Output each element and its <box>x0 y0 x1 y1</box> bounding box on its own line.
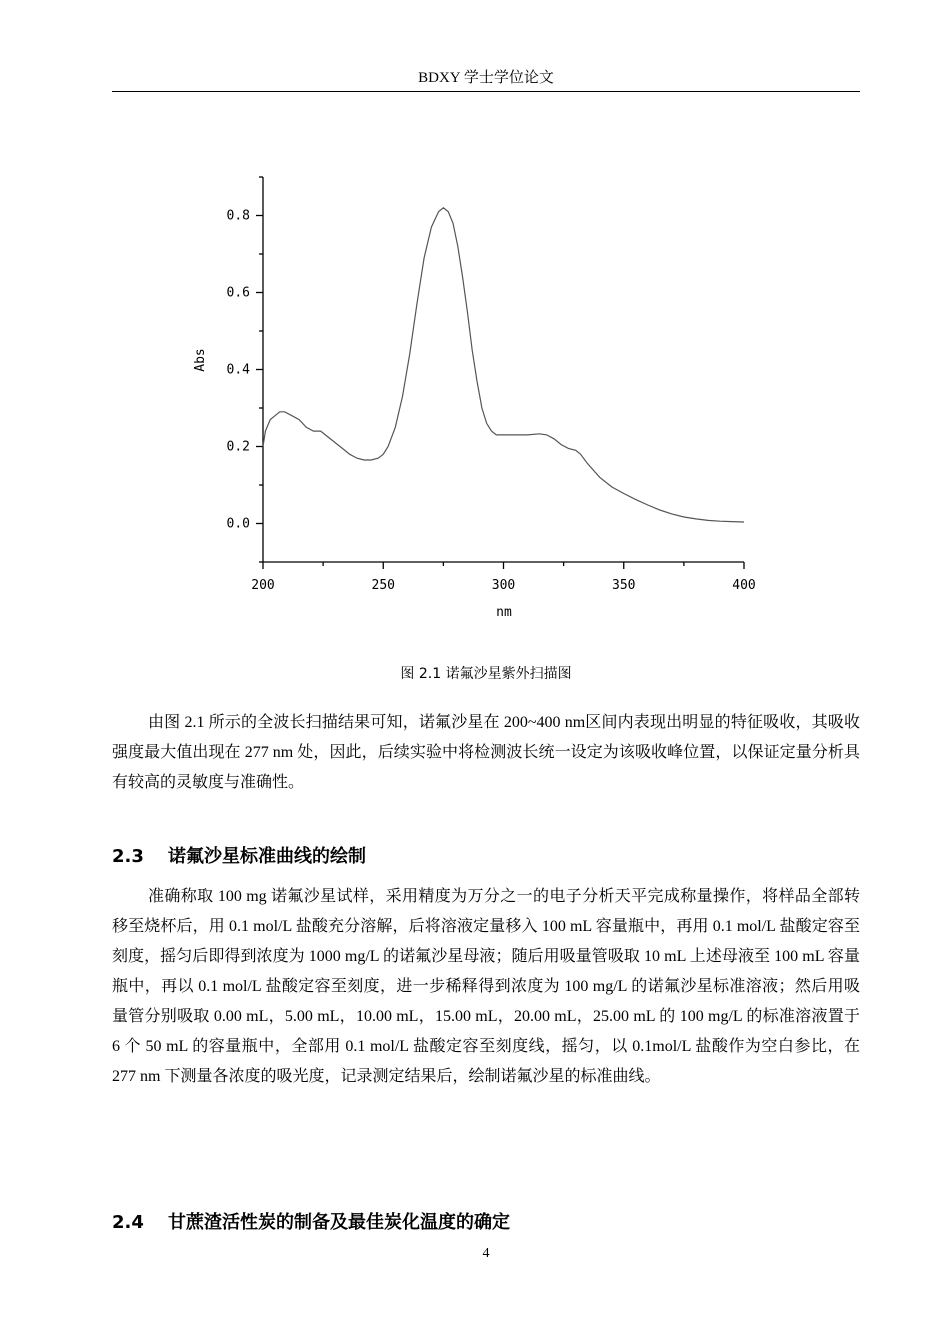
section-title: 甘蔗渣活性炭的制备及最佳炭化温度的确定 <box>168 1212 510 1233</box>
section-number: 2.4 <box>112 1212 144 1233</box>
chart-ticks <box>227 177 756 593</box>
x-tick-label: 350 <box>612 578 636 593</box>
header-rule <box>112 91 860 92</box>
x-tick-label: 200 <box>251 578 275 593</box>
x-axis-label: nm <box>496 605 512 620</box>
x-tick-label: 400 <box>732 578 756 593</box>
page-number: 4 <box>482 1246 490 1261</box>
y-tick-label: 0.4 <box>226 362 250 378</box>
y-tick-label: 0.6 <box>226 285 250 301</box>
paragraph-2: 准确称取 100 mg 诺氟沙星试样，采用精度为万分之一的电子分析天平完成称量操作，将样品全部转移至烧杯后，用 0.1 mol/L 盐酸充分溶解，后将溶液定量移入 100 mL 容量瓶中，再用 0.1 mol/L 盐酸定容至刻度，摇匀后即得到浓度为 1000 mg/L 的诺氟沙星母液；随后用吸量管吸取 10 mL 上述母液至 100 mL 容量瓶中，再以 0.1 mol/L 盐酸定容至刻度，进一步稀释得到浓度为 100 mg/L 的诺氟沙星标准溶液；然后用吸量管分别吸取 0.00 mL，5.00 mL，10.00 mL，15.00 mL，20.00 mL，25.00 mL 的 100 mg/L 的标准溶液置于 6 个 50 mL 的容量瓶中，全部用 0.1 mol/L 盐酸定容至刻度线，摇匀，以 0.1mol/L 盐酸作为空白参比，在 277 nm 下测量各浓度的吸光度，记录测定结果后，绘制诺氟沙星的标准曲线。 <box>112 888 860 1085</box>
section-title: 诺氟沙星标准曲线的绘制 <box>168 846 366 867</box>
x-tick-label: 300 <box>491 578 516 593</box>
section-heading-2-3 <box>112 842 366 868</box>
figure-caption: 图 2.1 诺氟沙星紫外扫描图 <box>400 666 572 682</box>
page-header: BDXY 学士学位论文 <box>418 70 554 86</box>
chart-axes <box>263 177 744 562</box>
y-tick-label: 0.0 <box>226 516 250 532</box>
uv-scan-chart <box>150 160 790 640</box>
y-axis-label: Abs <box>193 348 208 372</box>
section-heading-2-4 <box>112 1208 510 1234</box>
absorbance-curve <box>263 208 744 522</box>
y-tick-label: 0.2 <box>226 439 250 455</box>
x-tick-label: 250 <box>371 578 395 593</box>
paragraph-1: 由图 2.1 所示的全波长扫描结果可知，诺氟沙星在 200~400 nm区间内表现出明显的特征吸收，其吸收强度最大值出现在 277 nm 处，因此，后续实验中将检测波长统一设定为该吸收峰位置，以保证定量分析具有较高的灵敏度与准确性。 <box>112 714 860 791</box>
y-tick-label: 0.8 <box>226 208 250 224</box>
section-number: 2.3 <box>112 846 144 867</box>
